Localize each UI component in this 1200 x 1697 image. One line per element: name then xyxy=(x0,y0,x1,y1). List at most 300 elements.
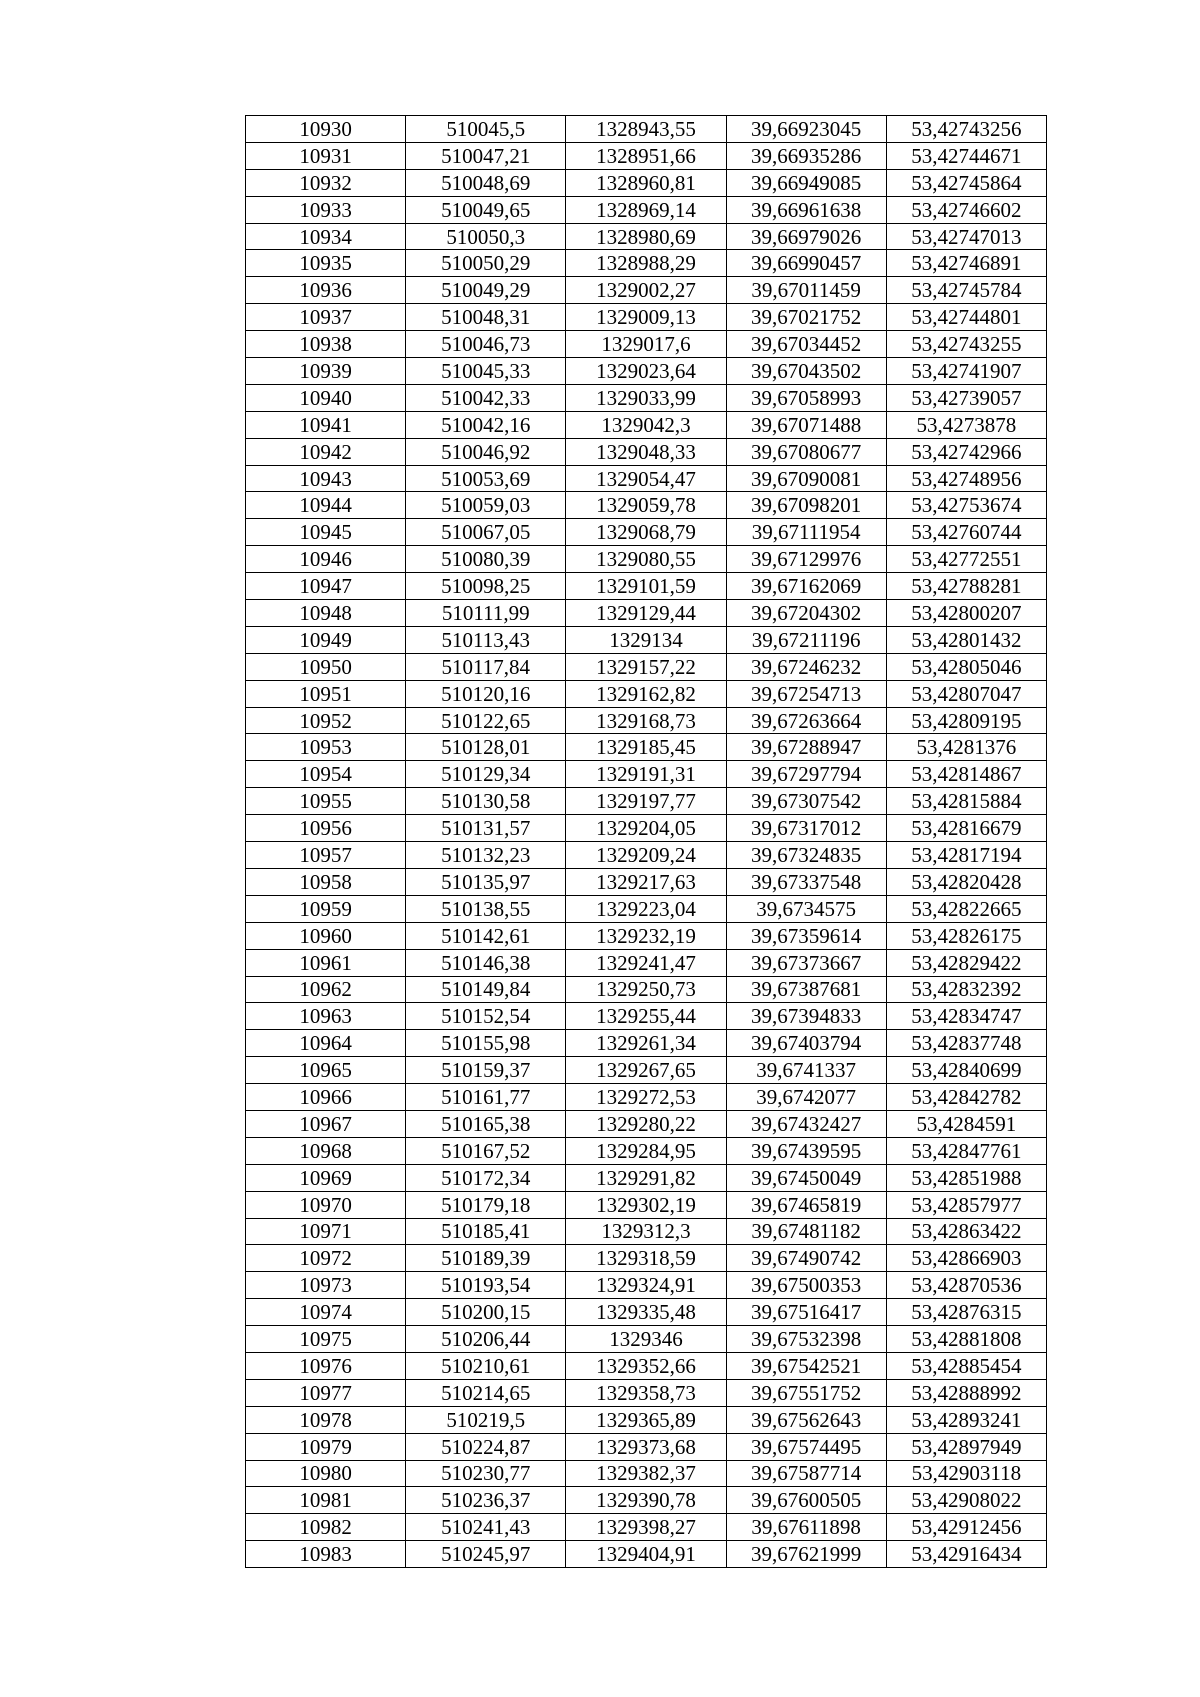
cell-longitude: 39,67129976 xyxy=(726,546,886,573)
cell-x-coordinate: 510042,33 xyxy=(406,384,566,411)
cell-latitude: 53,42897949 xyxy=(886,1433,1046,1460)
cell-longitude: 39,67307542 xyxy=(726,788,886,815)
cell-y-coordinate: 1329080,55 xyxy=(566,546,726,573)
cell-longitude: 39,67263664 xyxy=(726,707,886,734)
cell-x-coordinate: 510130,58 xyxy=(406,788,566,815)
cell-latitude: 53,42822665 xyxy=(886,895,1046,922)
cell-point-number: 10965 xyxy=(246,1057,406,1084)
cell-longitude: 39,67324835 xyxy=(726,842,886,869)
cell-y-coordinate: 1329217,63 xyxy=(566,868,726,895)
cell-y-coordinate: 1329398,27 xyxy=(566,1514,726,1541)
table-row xyxy=(246,1299,1047,1326)
table-row xyxy=(246,492,1047,519)
cell-longitude: 39,67551752 xyxy=(726,1379,886,1406)
cell-point-number: 10946 xyxy=(246,546,406,573)
cell-latitude: 53,42857977 xyxy=(886,1191,1046,1218)
cell-point-number: 10960 xyxy=(246,922,406,949)
cell-y-coordinate: 1329302,19 xyxy=(566,1191,726,1218)
cell-longitude: 39,67621999 xyxy=(726,1541,886,1568)
cell-point-number: 10977 xyxy=(246,1379,406,1406)
cell-x-coordinate: 510142,61 xyxy=(406,922,566,949)
cell-latitude: 53,42834747 xyxy=(886,1003,1046,1030)
cell-longitude: 39,67500353 xyxy=(726,1272,886,1299)
cell-y-coordinate: 1329101,59 xyxy=(566,573,726,600)
cell-x-coordinate: 510050,29 xyxy=(406,250,566,277)
cell-y-coordinate: 1328969,14 xyxy=(566,196,726,223)
cell-y-coordinate: 1329134 xyxy=(566,626,726,653)
cell-y-coordinate: 1329054,47 xyxy=(566,465,726,492)
cell-x-coordinate: 510219,5 xyxy=(406,1406,566,1433)
table-row xyxy=(246,761,1047,788)
cell-latitude: 53,42746602 xyxy=(886,196,1046,223)
cell-y-coordinate: 1329255,44 xyxy=(566,1003,726,1030)
cell-x-coordinate: 510193,54 xyxy=(406,1272,566,1299)
cell-latitude: 53,42840699 xyxy=(886,1057,1046,1084)
cell-longitude: 39,66935286 xyxy=(726,142,886,169)
cell-y-coordinate: 1329033,99 xyxy=(566,384,726,411)
cell-longitude: 39,67516417 xyxy=(726,1299,886,1326)
cell-y-coordinate: 1328988,29 xyxy=(566,250,726,277)
table-row xyxy=(246,1406,1047,1433)
cell-longitude: 39,66949085 xyxy=(726,169,886,196)
table-row xyxy=(246,519,1047,546)
table-row xyxy=(246,573,1047,600)
cell-y-coordinate: 1329017,6 xyxy=(566,331,726,358)
cell-x-coordinate: 510120,16 xyxy=(406,680,566,707)
cell-x-coordinate: 510048,69 xyxy=(406,169,566,196)
table-row xyxy=(246,1514,1047,1541)
table-row xyxy=(246,1433,1047,1460)
cell-longitude: 39,67297794 xyxy=(726,761,886,788)
cell-x-coordinate: 510046,73 xyxy=(406,331,566,358)
cell-point-number: 10947 xyxy=(246,573,406,600)
cell-point-number: 10936 xyxy=(246,277,406,304)
cell-y-coordinate: 1329059,78 xyxy=(566,492,726,519)
cell-latitude: 53,42742966 xyxy=(886,438,1046,465)
cell-y-coordinate: 1329291,82 xyxy=(566,1164,726,1191)
cell-latitude: 53,42739057 xyxy=(886,384,1046,411)
table-row xyxy=(246,707,1047,734)
cell-longitude: 39,66961638 xyxy=(726,196,886,223)
cell-x-coordinate: 510161,77 xyxy=(406,1084,566,1111)
cell-latitude: 53,42851988 xyxy=(886,1164,1046,1191)
cell-latitude: 53,42829422 xyxy=(886,949,1046,976)
cell-x-coordinate: 510200,15 xyxy=(406,1299,566,1326)
cell-y-coordinate: 1329373,68 xyxy=(566,1433,726,1460)
cell-point-number: 10972 xyxy=(246,1245,406,1272)
cell-longitude: 39,67394833 xyxy=(726,1003,886,1030)
cell-y-coordinate: 1329324,91 xyxy=(566,1272,726,1299)
table-row xyxy=(246,653,1047,680)
cell-point-number: 10931 xyxy=(246,142,406,169)
cell-latitude: 53,42832392 xyxy=(886,976,1046,1003)
cell-y-coordinate: 1329002,27 xyxy=(566,277,726,304)
cell-x-coordinate: 510049,29 xyxy=(406,277,566,304)
cell-point-number: 10943 xyxy=(246,465,406,492)
cell-latitude: 53,42815884 xyxy=(886,788,1046,815)
cell-longitude: 39,67542521 xyxy=(726,1352,886,1379)
cell-latitude: 53,42842782 xyxy=(886,1084,1046,1111)
cell-x-coordinate: 510132,23 xyxy=(406,842,566,869)
cell-point-number: 10942 xyxy=(246,438,406,465)
cell-latitude: 53,42809195 xyxy=(886,707,1046,734)
cell-latitude: 53,42805046 xyxy=(886,653,1046,680)
cell-point-number: 10949 xyxy=(246,626,406,653)
cell-longitude: 39,66923045 xyxy=(726,116,886,143)
cell-longitude: 39,67439595 xyxy=(726,1137,886,1164)
cell-x-coordinate: 510080,39 xyxy=(406,546,566,573)
table-row xyxy=(246,895,1047,922)
cell-latitude: 53,42876315 xyxy=(886,1299,1046,1326)
table-row xyxy=(246,788,1047,815)
cell-x-coordinate: 510149,84 xyxy=(406,976,566,1003)
cell-latitude: 53,42847761 xyxy=(886,1137,1046,1164)
cell-point-number: 10983 xyxy=(246,1541,406,1568)
cell-point-number: 10951 xyxy=(246,680,406,707)
cell-x-coordinate: 510049,65 xyxy=(406,196,566,223)
cell-x-coordinate: 510210,61 xyxy=(406,1352,566,1379)
cell-longitude: 39,67465819 xyxy=(726,1191,886,1218)
table-row xyxy=(246,1460,1047,1487)
cell-x-coordinate: 510045,5 xyxy=(406,116,566,143)
cell-y-coordinate: 1328960,81 xyxy=(566,169,726,196)
cell-latitude: 53,42744671 xyxy=(886,142,1046,169)
cell-x-coordinate: 510214,65 xyxy=(406,1379,566,1406)
cell-y-coordinate: 1329346 xyxy=(566,1326,726,1353)
cell-point-number: 10975 xyxy=(246,1326,406,1353)
cell-longitude: 39,67058993 xyxy=(726,384,886,411)
table-row xyxy=(246,116,1047,143)
table-row xyxy=(246,196,1047,223)
cell-point-number: 10963 xyxy=(246,1003,406,1030)
cell-x-coordinate: 510129,34 xyxy=(406,761,566,788)
cell-longitude: 39,67450049 xyxy=(726,1164,886,1191)
cell-latitude: 53,42893241 xyxy=(886,1406,1046,1433)
cell-y-coordinate: 1329365,89 xyxy=(566,1406,726,1433)
cell-longitude: 39,67481182 xyxy=(726,1218,886,1245)
table-row xyxy=(246,250,1047,277)
cell-y-coordinate: 1329352,66 xyxy=(566,1352,726,1379)
table-row xyxy=(246,1137,1047,1164)
cell-x-coordinate: 510059,03 xyxy=(406,492,566,519)
cell-y-coordinate: 1329318,59 xyxy=(566,1245,726,1272)
cell-latitude: 53,42807047 xyxy=(886,680,1046,707)
cell-point-number: 10969 xyxy=(246,1164,406,1191)
cell-longitude: 39,67490742 xyxy=(726,1245,886,1272)
cell-longitude: 39,67080677 xyxy=(726,438,886,465)
cell-latitude: 53,42881808 xyxy=(886,1326,1046,1353)
cell-point-number: 10982 xyxy=(246,1514,406,1541)
cell-latitude: 53,42743255 xyxy=(886,331,1046,358)
table-row xyxy=(246,384,1047,411)
table-row xyxy=(246,546,1047,573)
cell-y-coordinate: 1328951,66 xyxy=(566,142,726,169)
cell-y-coordinate: 1329232,19 xyxy=(566,922,726,949)
cell-point-number: 10968 xyxy=(246,1137,406,1164)
cell-point-number: 10974 xyxy=(246,1299,406,1326)
cell-x-coordinate: 510111,99 xyxy=(406,600,566,627)
table-row xyxy=(246,1191,1047,1218)
cell-longitude: 39,67432427 xyxy=(726,1110,886,1137)
cell-point-number: 10948 xyxy=(246,600,406,627)
cell-y-coordinate: 1329162,82 xyxy=(566,680,726,707)
cell-point-number: 10938 xyxy=(246,331,406,358)
cell-x-coordinate: 510224,87 xyxy=(406,1433,566,1460)
cell-y-coordinate: 1329209,24 xyxy=(566,842,726,869)
cell-point-number: 10930 xyxy=(246,116,406,143)
table-row xyxy=(246,949,1047,976)
cell-latitude: 53,42746891 xyxy=(886,250,1046,277)
cell-x-coordinate: 510113,43 xyxy=(406,626,566,653)
cell-longitude: 39,67387681 xyxy=(726,976,886,1003)
cell-point-number: 10978 xyxy=(246,1406,406,1433)
table-row xyxy=(246,142,1047,169)
cell-longitude: 39,67021752 xyxy=(726,304,886,331)
table-row xyxy=(246,922,1047,949)
table-row xyxy=(246,600,1047,627)
cell-point-number: 10934 xyxy=(246,223,406,250)
cell-point-number: 10964 xyxy=(246,1030,406,1057)
cell-x-coordinate: 510098,25 xyxy=(406,573,566,600)
cell-x-coordinate: 510146,38 xyxy=(406,949,566,976)
cell-latitude: 53,42866903 xyxy=(886,1245,1046,1272)
cell-point-number: 10944 xyxy=(246,492,406,519)
cell-longitude: 39,67246232 xyxy=(726,653,886,680)
cell-y-coordinate: 1329382,37 xyxy=(566,1460,726,1487)
cell-y-coordinate: 1329272,53 xyxy=(566,1084,726,1111)
cell-latitude: 53,42745784 xyxy=(886,277,1046,304)
cell-point-number: 10957 xyxy=(246,842,406,869)
cell-y-coordinate: 1329267,65 xyxy=(566,1057,726,1084)
cell-latitude: 53,42753674 xyxy=(886,492,1046,519)
cell-latitude: 53,42744801 xyxy=(886,304,1046,331)
cell-y-coordinate: 1329185,45 xyxy=(566,734,726,761)
table-row xyxy=(246,358,1047,385)
cell-latitude: 53,42820428 xyxy=(886,868,1046,895)
cell-latitude: 53,42863422 xyxy=(886,1218,1046,1245)
table-row xyxy=(246,1164,1047,1191)
cell-y-coordinate: 1329241,47 xyxy=(566,949,726,976)
cell-longitude: 39,67034452 xyxy=(726,331,886,358)
cell-x-coordinate: 510230,77 xyxy=(406,1460,566,1487)
cell-point-number: 10952 xyxy=(246,707,406,734)
cell-latitude: 53,42760744 xyxy=(886,519,1046,546)
cell-point-number: 10939 xyxy=(246,358,406,385)
cell-x-coordinate: 510152,54 xyxy=(406,1003,566,1030)
cell-x-coordinate: 510135,97 xyxy=(406,868,566,895)
cell-longitude: 39,67043502 xyxy=(726,358,886,385)
cell-x-coordinate: 510042,16 xyxy=(406,411,566,438)
cell-longitude: 39,67211196 xyxy=(726,626,886,653)
cell-latitude: 53,42912456 xyxy=(886,1514,1046,1541)
cell-latitude: 53,42885454 xyxy=(886,1352,1046,1379)
cell-y-coordinate: 1329048,33 xyxy=(566,438,726,465)
table-row xyxy=(246,1245,1047,1272)
coordinates-table-body xyxy=(246,116,1047,1568)
cell-longitude: 39,67532398 xyxy=(726,1326,886,1353)
cell-y-coordinate: 1328943,55 xyxy=(566,116,726,143)
cell-y-coordinate: 1329404,91 xyxy=(566,1541,726,1568)
cell-point-number: 10955 xyxy=(246,788,406,815)
cell-longitude: 39,67071488 xyxy=(726,411,886,438)
cell-y-coordinate: 1329129,44 xyxy=(566,600,726,627)
table-row xyxy=(246,680,1047,707)
cell-longitude: 39,67337548 xyxy=(726,868,886,895)
cell-y-coordinate: 1329023,64 xyxy=(566,358,726,385)
table-row xyxy=(246,169,1047,196)
cell-x-coordinate: 510053,69 xyxy=(406,465,566,492)
coordinates-table xyxy=(245,115,1047,1568)
cell-latitude: 53,42916434 xyxy=(886,1541,1046,1568)
table-row xyxy=(246,438,1047,465)
cell-x-coordinate: 510236,37 xyxy=(406,1487,566,1514)
cell-latitude: 53,42817194 xyxy=(886,842,1046,869)
cell-longitude: 39,67011459 xyxy=(726,277,886,304)
cell-point-number: 10980 xyxy=(246,1460,406,1487)
cell-longitude: 39,6734575 xyxy=(726,895,886,922)
cell-point-number: 10935 xyxy=(246,250,406,277)
table-row xyxy=(246,626,1047,653)
table-row xyxy=(246,411,1047,438)
cell-x-coordinate: 510122,65 xyxy=(406,707,566,734)
cell-x-coordinate: 510206,44 xyxy=(406,1326,566,1353)
cell-longitude: 39,67562643 xyxy=(726,1406,886,1433)
cell-point-number: 10971 xyxy=(246,1218,406,1245)
table-row xyxy=(246,277,1047,304)
cell-y-coordinate: 1329068,79 xyxy=(566,519,726,546)
cell-longitude: 39,6741337 xyxy=(726,1057,886,1084)
cell-point-number: 10954 xyxy=(246,761,406,788)
cell-longitude: 39,67204302 xyxy=(726,600,886,627)
cell-latitude: 53,4281376 xyxy=(886,734,1046,761)
cell-point-number: 10967 xyxy=(246,1110,406,1137)
cell-x-coordinate: 510047,21 xyxy=(406,142,566,169)
table-row xyxy=(246,1218,1047,1245)
cell-point-number: 10941 xyxy=(246,411,406,438)
cell-longitude: 39,67600505 xyxy=(726,1487,886,1514)
cell-longitude: 39,67098201 xyxy=(726,492,886,519)
cell-point-number: 10959 xyxy=(246,895,406,922)
cell-x-coordinate: 510165,38 xyxy=(406,1110,566,1137)
cell-y-coordinate: 1329191,31 xyxy=(566,761,726,788)
cell-x-coordinate: 510189,39 xyxy=(406,1245,566,1272)
cell-longitude: 39,67373667 xyxy=(726,949,886,976)
table-row xyxy=(246,1487,1047,1514)
table-row xyxy=(246,734,1047,761)
cell-latitude: 53,42745864 xyxy=(886,169,1046,196)
cell-point-number: 10966 xyxy=(246,1084,406,1111)
cell-point-number: 10933 xyxy=(246,196,406,223)
cell-y-coordinate: 1329358,73 xyxy=(566,1379,726,1406)
table-row xyxy=(246,331,1047,358)
cell-x-coordinate: 510155,98 xyxy=(406,1030,566,1057)
cell-x-coordinate: 510067,05 xyxy=(406,519,566,546)
cell-x-coordinate: 510167,52 xyxy=(406,1137,566,1164)
cell-latitude: 53,4273878 xyxy=(886,411,1046,438)
cell-y-coordinate: 1329009,13 xyxy=(566,304,726,331)
cell-latitude: 53,42741907 xyxy=(886,358,1046,385)
cell-point-number: 10937 xyxy=(246,304,406,331)
cell-x-coordinate: 510172,34 xyxy=(406,1164,566,1191)
table-row xyxy=(246,815,1047,842)
cell-y-coordinate: 1329312,3 xyxy=(566,1218,726,1245)
cell-point-number: 10981 xyxy=(246,1487,406,1514)
cell-y-coordinate: 1328980,69 xyxy=(566,223,726,250)
table-row xyxy=(246,1110,1047,1137)
cell-x-coordinate: 510050,3 xyxy=(406,223,566,250)
cell-x-coordinate: 510245,97 xyxy=(406,1541,566,1568)
cell-latitude: 53,42788281 xyxy=(886,573,1046,600)
cell-latitude: 53,4284591 xyxy=(886,1110,1046,1137)
cell-longitude: 39,6742077 xyxy=(726,1084,886,1111)
cell-x-coordinate: 510046,92 xyxy=(406,438,566,465)
table-row xyxy=(246,976,1047,1003)
cell-y-coordinate: 1329197,77 xyxy=(566,788,726,815)
cell-latitude: 53,42837748 xyxy=(886,1030,1046,1057)
cell-point-number: 10979 xyxy=(246,1433,406,1460)
cell-longitude: 39,67288947 xyxy=(726,734,886,761)
table-row xyxy=(246,1352,1047,1379)
cell-point-number: 10961 xyxy=(246,949,406,976)
cell-point-number: 10956 xyxy=(246,815,406,842)
cell-x-coordinate: 510241,43 xyxy=(406,1514,566,1541)
cell-longitude: 39,67403794 xyxy=(726,1030,886,1057)
table-row xyxy=(246,1003,1047,1030)
table-row xyxy=(246,304,1047,331)
cell-latitude: 53,42747013 xyxy=(886,223,1046,250)
cell-x-coordinate: 510131,57 xyxy=(406,815,566,842)
cell-x-coordinate: 510128,01 xyxy=(406,734,566,761)
cell-x-coordinate: 510048,31 xyxy=(406,304,566,331)
cell-point-number: 10940 xyxy=(246,384,406,411)
cell-longitude: 39,67162069 xyxy=(726,573,886,600)
cell-point-number: 10950 xyxy=(246,653,406,680)
cell-longitude: 39,67111954 xyxy=(726,519,886,546)
cell-y-coordinate: 1329390,78 xyxy=(566,1487,726,1514)
cell-latitude: 53,42814867 xyxy=(886,761,1046,788)
table-row xyxy=(246,868,1047,895)
table-row xyxy=(246,1030,1047,1057)
cell-point-number: 10973 xyxy=(246,1272,406,1299)
cell-point-number: 10976 xyxy=(246,1352,406,1379)
cell-x-coordinate: 510185,41 xyxy=(406,1218,566,1245)
table-row xyxy=(246,1379,1047,1406)
cell-point-number: 10970 xyxy=(246,1191,406,1218)
cell-y-coordinate: 1329157,22 xyxy=(566,653,726,680)
cell-longitude: 39,67359614 xyxy=(726,922,886,949)
cell-y-coordinate: 1329250,73 xyxy=(566,976,726,1003)
cell-y-coordinate: 1329284,95 xyxy=(566,1137,726,1164)
cell-longitude: 39,67587714 xyxy=(726,1460,886,1487)
cell-y-coordinate: 1329261,34 xyxy=(566,1030,726,1057)
table-row xyxy=(246,1272,1047,1299)
table-row xyxy=(246,842,1047,869)
cell-latitude: 53,42800207 xyxy=(886,600,1046,627)
cell-longitude: 39,67254713 xyxy=(726,680,886,707)
cell-y-coordinate: 1329204,05 xyxy=(566,815,726,842)
table-row xyxy=(246,1326,1047,1353)
cell-point-number: 10932 xyxy=(246,169,406,196)
cell-x-coordinate: 510117,84 xyxy=(406,653,566,680)
cell-point-number: 10945 xyxy=(246,519,406,546)
cell-latitude: 53,42908022 xyxy=(886,1487,1046,1514)
cell-y-coordinate: 1329335,48 xyxy=(566,1299,726,1326)
cell-latitude: 53,42903118 xyxy=(886,1460,1046,1487)
cell-longitude: 39,67611898 xyxy=(726,1514,886,1541)
cell-y-coordinate: 1329280,22 xyxy=(566,1110,726,1137)
cell-latitude: 53,42801432 xyxy=(886,626,1046,653)
cell-latitude: 53,42826175 xyxy=(886,922,1046,949)
